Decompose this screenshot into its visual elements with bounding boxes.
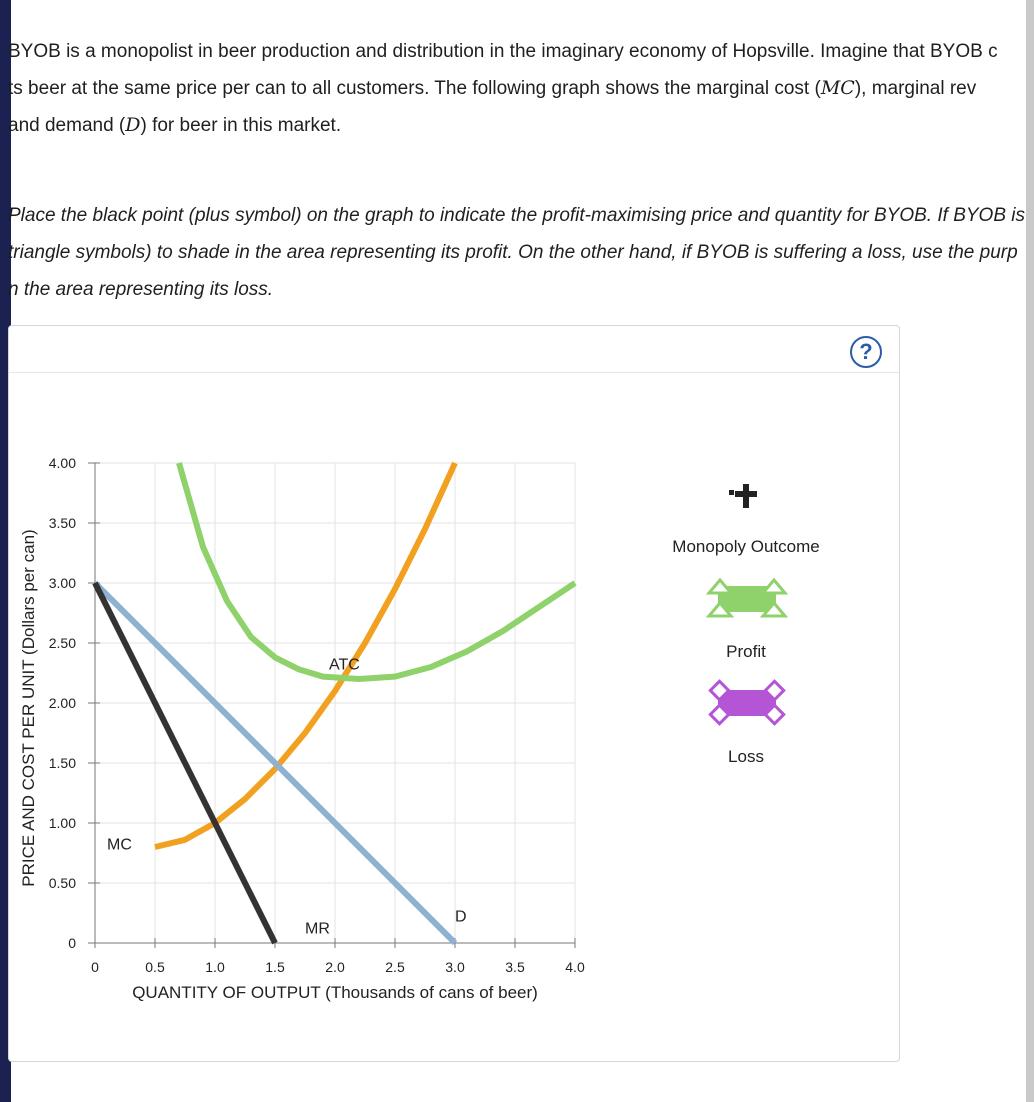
plus-horizontal xyxy=(735,491,757,497)
instruction-line-1: Place the black point (plus symbol) on the graph to indicate the profit-maximising price and quantity for BYOB. If BYOB is xyxy=(8,205,1025,226)
instruction-line-3: n the area representing its loss. xyxy=(8,279,274,300)
y-tick-label: 3.00 xyxy=(48,575,76,591)
y-tick-label: 3.50 xyxy=(48,515,76,531)
y-tick-label: 2.00 xyxy=(48,695,76,711)
intro-line-1: BYOB is a monopolist in beer production and distribution in the imaginary economy of Hopsville. Imagine that BYOB c xyxy=(8,41,998,62)
intro-line-3: and demand (D) for beer in this market. xyxy=(8,114,342,136)
x-tick-label: 3.0 xyxy=(445,959,465,975)
plot-area[interactable] xyxy=(19,455,585,1002)
x-tick-label: 1.5 xyxy=(265,959,285,975)
series-label-mc: MC xyxy=(107,836,132,854)
y-tick-label: 0 xyxy=(68,935,76,951)
plus-dot-bottom xyxy=(744,503,749,508)
series-line-atc xyxy=(179,463,575,679)
x-axis-title: QUANTITY OF OUTPUT (Thousands of cans of beer) xyxy=(132,983,538,1002)
legend-loss-label: Loss xyxy=(728,747,764,766)
x-tick-label: 0 xyxy=(91,959,99,975)
instruction-line-2: triangle symbols) to shade in the area representing its profit. On the other hand, if BYOB is suffering a loss, use the purp xyxy=(8,242,1018,263)
legend-profit-label: Profit xyxy=(726,642,766,661)
y-tick-label: 1.00 xyxy=(48,815,76,831)
monopoly-outcome-tool[interactable] xyxy=(729,484,757,508)
x-tick-label: 4.0 xyxy=(565,959,585,975)
plus-dot-left xyxy=(729,490,734,495)
profit-tool[interactable] xyxy=(709,580,785,616)
series-label-demand: D xyxy=(455,908,467,926)
y-axis-title: PRICE AND COST PER UNIT (Dollars per can) xyxy=(19,529,38,887)
y-tick-label: 0.50 xyxy=(48,875,76,891)
x-tick-label: 0.5 xyxy=(145,959,165,975)
series-label-mr: MR xyxy=(305,920,330,938)
y-tick-label: 4.00 xyxy=(48,455,76,471)
x-tick-label: 2.0 xyxy=(325,959,345,975)
intro-line-2: ts beer at the same price per can to all customers. The following graph shows the marginal cost (MC), marginal rev xyxy=(8,77,977,99)
y-tick-label: 1.50 xyxy=(48,755,76,771)
x-tick-label: 2.5 xyxy=(385,959,405,975)
legend-monopoly-outcome-label: Monopoly Outcome xyxy=(672,537,820,556)
help-icon[interactable]: ? xyxy=(850,336,882,368)
series-label-atc: ATC xyxy=(329,656,360,674)
loss-tool[interactable] xyxy=(710,681,783,723)
x-tick-label: 1.0 xyxy=(205,959,225,975)
y-tick-label: 2.50 xyxy=(48,635,76,651)
x-tick-label: 3.5 xyxy=(505,959,525,975)
